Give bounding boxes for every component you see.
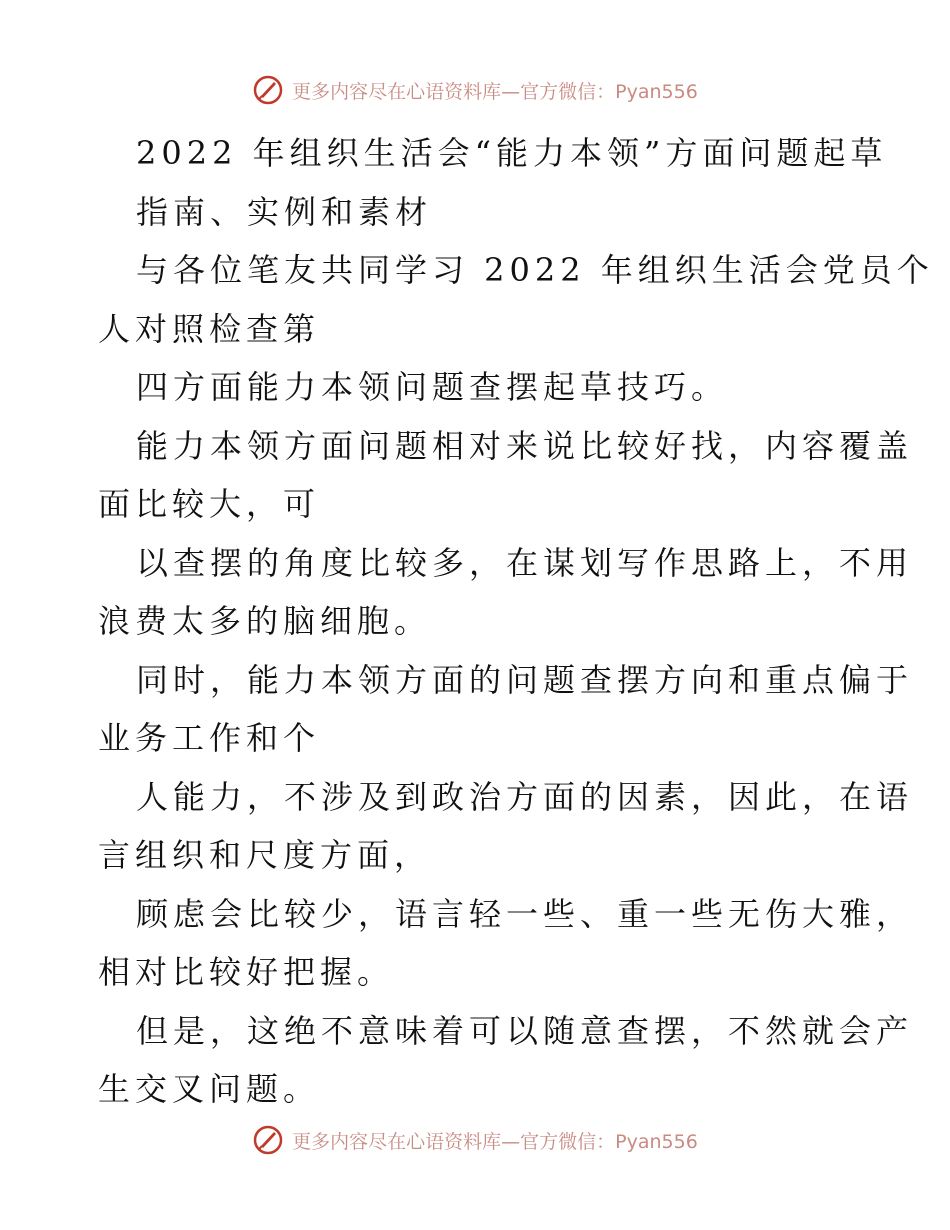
text-line: 2022 年组织生活会“能力本领”方面问题起草 — [136, 134, 888, 172]
text-line: 生交叉问题。 — [98, 1070, 321, 1108]
watermark-text: 更多内容尽在心语资料库—官方微信：Pyan556 — [292, 80, 698, 103]
text-line: 面比较大，可 — [98, 485, 321, 523]
text-line: 以查摆的角度比较多，在谋划写作思路上，不用 — [136, 543, 914, 582]
text-line: 人对照检查第 — [98, 309, 321, 348]
text-line: 但是，这绝不意味着可以随意查摆，不然就会产 — [136, 1011, 914, 1050]
quill-logo-icon — [252, 1124, 284, 1156]
text-line: 同时，能力本领方面的问题查摆方向和重点偏于 — [136, 660, 914, 699]
text-line: 人能力，不涉及到政治方面的因素，因此，在语 — [136, 777, 914, 816]
text-line: 四方面能力本领问题查摆起草技巧。 — [136, 368, 729, 406]
text-line: 相对比较好把握。 — [98, 953, 395, 991]
text-line: 指南、实例和素材 — [136, 192, 433, 231]
text-line: 顾虑会比较少，语言轻一些、重一些无伤大雅， — [136, 894, 914, 933]
text-line: 浪费太多的脑细胞。 — [98, 602, 432, 640]
footer-watermark — [0, 1120, 950, 1160]
text-line: 能力本领方面问题相对来说比较好找，内容覆盖 — [136, 426, 914, 465]
text-line: 与各位笔友共同学习 2022 年组织生活会党员个 — [136, 251, 934, 289]
text-line: 业务工作和个 — [98, 719, 321, 757]
header-watermark — [0, 70, 950, 110]
watermark-text: 更多内容尽在心语资料库—官方微信：Pyan556 — [292, 1130, 698, 1153]
text-line: 言组织和尺度方面， — [98, 836, 432, 874]
quill-logo-icon — [252, 74, 284, 106]
document-body — [98, 124, 934, 1119]
